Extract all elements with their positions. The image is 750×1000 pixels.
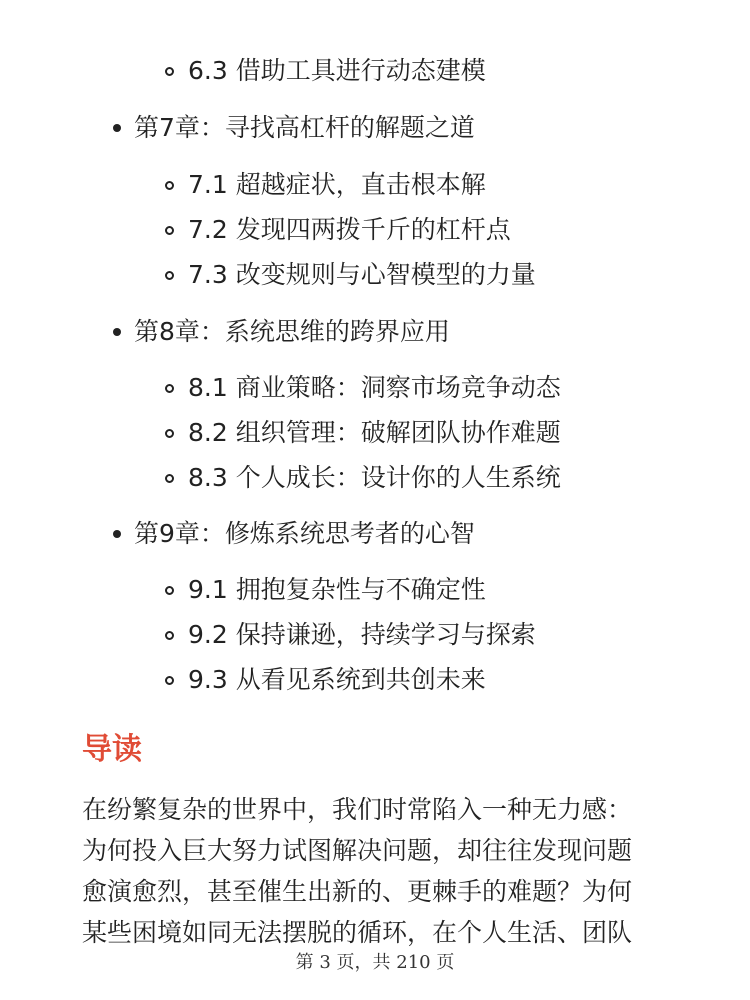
paragraph-line: 为何投入巨大努力试图解决问题，却往往发现问题 [82,836,633,865]
bullet-circle-icon [165,586,174,595]
bullet-circle-icon [165,226,174,235]
paragraph-line: 在纷繁复杂的世界中，我们时常陷入一种无力感： [82,795,633,824]
toc-section-item: 7.3 改变规则与心智模型的力量 [188,260,536,289]
intro-paragraph [82,789,672,953]
bullet-circle-icon [165,181,174,190]
bullet-circle-icon [165,384,174,393]
toc-section-item: 9.2 保持谦逊，持续学习与探索 [188,620,536,649]
toc-chapter-item: 第9章：修炼系统思考者的心智 [134,519,475,548]
toc-section-item: 9.3 从看见系统到共创未来 [188,665,486,694]
bullet-disc-icon [113,530,121,538]
toc-section-item: 8.2 组织管理：破解团队协作难题 [188,418,561,447]
bullet-circle-icon [165,67,174,76]
toc-section-item: 7.2 发现四两拨千斤的杠杆点 [188,215,511,244]
bullet-disc-icon [113,124,121,132]
paragraph-line: 某些困境如同无法摆脱的循环，在个人生活、团队 [82,918,633,947]
toc-chapter-item: 第7章：寻找高杠杆的解题之道 [134,113,475,142]
page-footer: 第 3 页，共 210 页 [295,952,455,973]
toc-section-item: 7.1 超越症状，直击根本解 [188,170,486,199]
section-heading: 导读 [82,732,142,767]
toc-section-item: 8.1 商业策略：洞察市场竞争动态 [188,373,561,402]
bullet-circle-icon [165,676,174,685]
toc-chapter-item: 第8章：系统思维的跨界应用 [134,317,450,346]
bullet-circle-icon [165,429,174,438]
bullet-disc-icon [113,328,121,336]
toc-section-item: 9.1 拥抱复杂性与不确定性 [188,575,486,604]
bullet-circle-icon [165,631,174,640]
bullet-circle-icon [165,271,174,280]
toc-section-item: 8.3 个人成长：设计你的人生系统 [188,463,561,492]
bullet-circle-icon [165,474,174,483]
paragraph-line: 愈演愈烈，甚至催生出新的、更棘手的难题？为何 [82,877,633,906]
toc-section-item: 6.3 借助工具进行动态建模 [188,56,486,85]
